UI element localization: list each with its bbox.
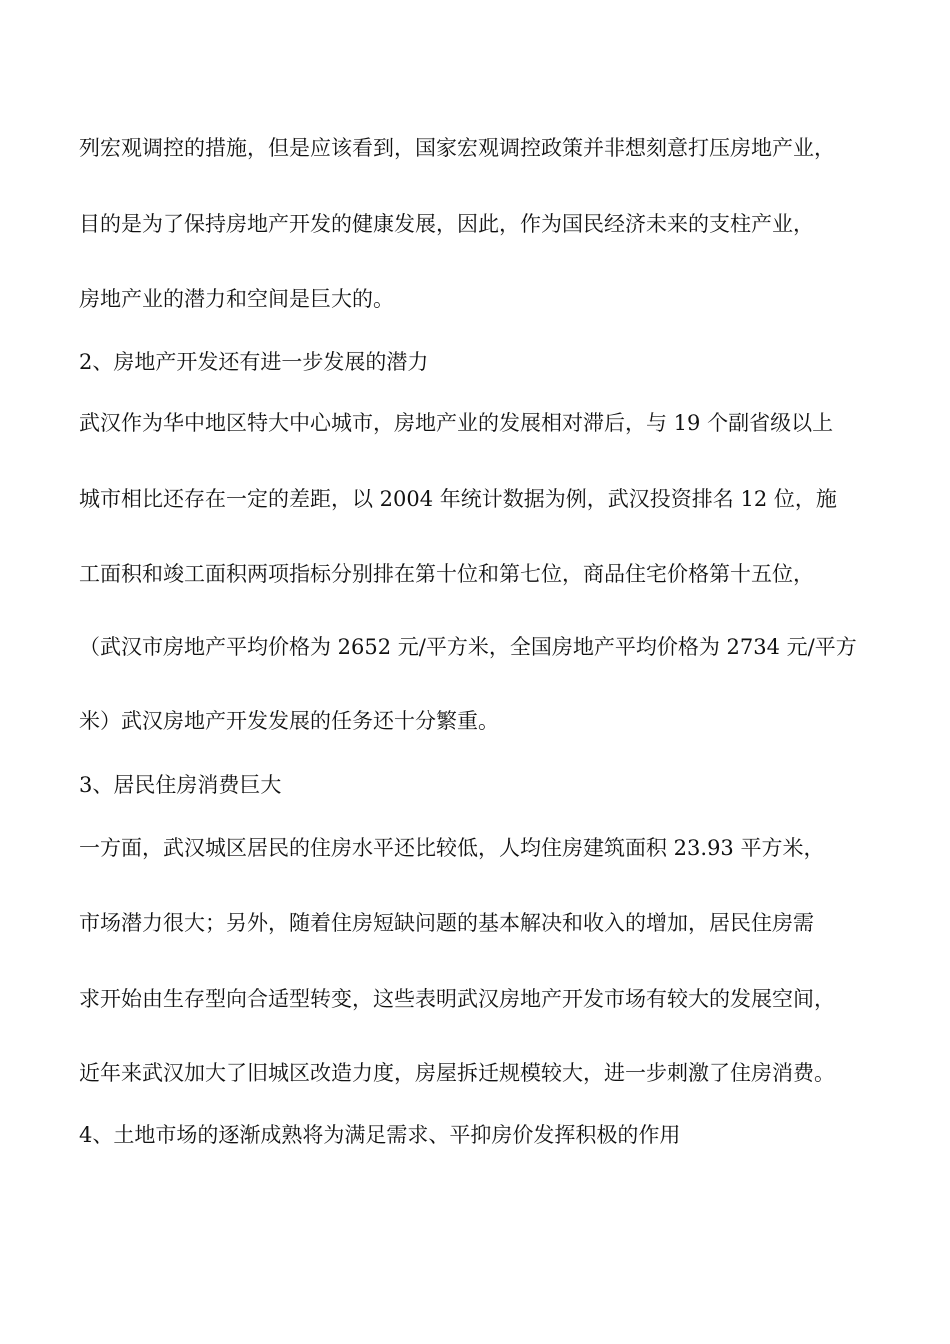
paragraph-line: 武汉作为华中地区特大中心城市，房地产业的发展相对滞后，与 19 个副省级以上 [79, 411, 834, 435]
paragraph-line: 房地产业的潜力和空间是巨大的。 [79, 287, 394, 311]
paragraph-line: 市场潜力很大；另外，随着住房短缺问题的基本解决和收入的增加，居民住房需 [79, 911, 814, 935]
paragraph-line: 城市相比还存在一定的差距，以 2004 年统计数据为例，武汉投资排名 12 位，施 [79, 487, 837, 511]
section-heading-4: 4、土地市场的逐渐成熟将为满足需求、平抑房价发挥积极的作用 [79, 1123, 681, 1147]
paragraph-line: 近年来武汉加大了旧城区改造力度，房屋拆迁规模较大，进一步刺激了住房消费。 [79, 1061, 835, 1085]
paragraph-line: 求开始由生存型向合适型转变，这些表明武汉房地产开发市场有较大的发展空间， [79, 987, 835, 1011]
paragraph-line: 米）武汉房地产开发发展的任务还十分繁重。 [79, 709, 499, 733]
paragraph-line: 目的是为了保持房地产开发的健康发展，因此，作为国民经济未来的支柱产业， [79, 212, 814, 236]
paragraph-line: （武汉市房地产平均价格为 2652 元/平方米，全国房地产平均价格为 2734 元/平方 [79, 635, 857, 659]
paragraph-line: 工面积和竣工面积两项指标分别排在第十位和第七位，商品住宅价格第十五位， [79, 562, 814, 586]
paragraph-line: 一方面，武汉城区居民的住房水平还比较低，人均住房建筑面积 23.93 平方米， [79, 836, 825, 860]
paragraph-line: 列宏观调控的措施，但是应该看到，国家宏观调控政策并非想刻意打压房地产业， [79, 136, 835, 160]
section-heading-3: 3、居民住房消费巨大 [79, 773, 282, 797]
section-heading-2: 2、房地产开发还有进一步发展的潜力 [79, 350, 429, 374]
